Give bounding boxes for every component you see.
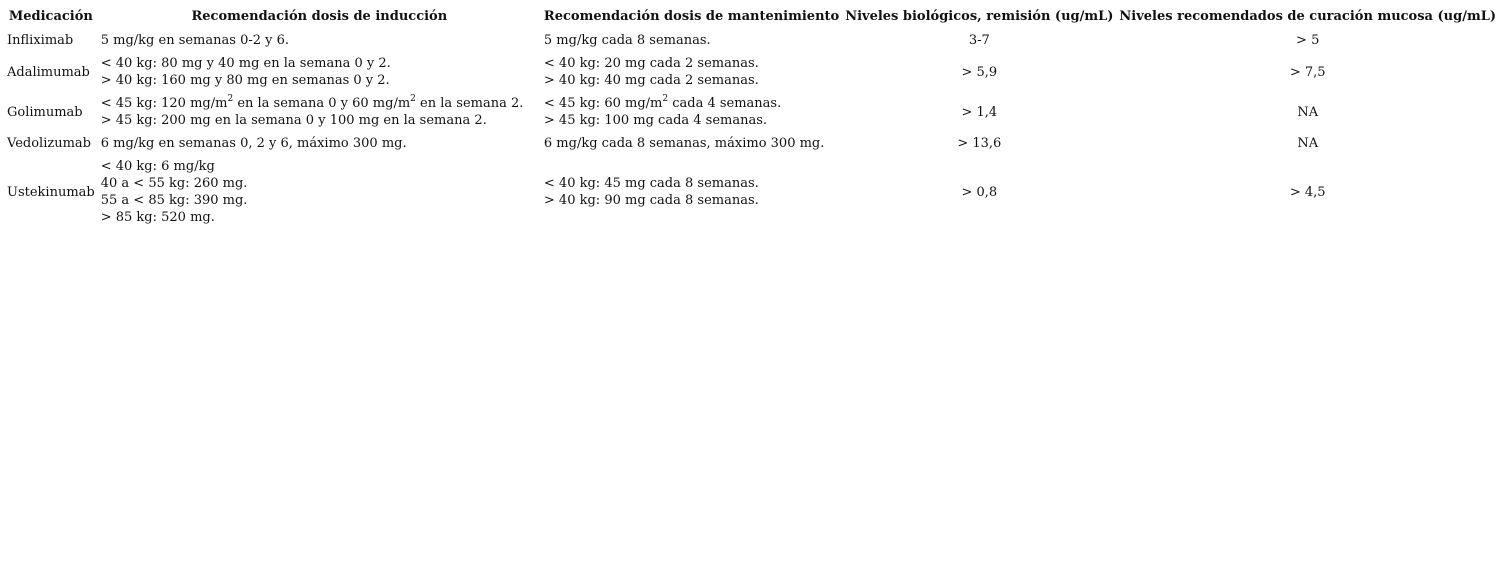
header-induction: Recomendación dosis de inducción xyxy=(191,9,448,24)
healing-levels-cell: > 5 xyxy=(1296,33,1320,48)
maintenance-cell xyxy=(541,132,842,155)
medication-cell: Adalimumab xyxy=(7,64,90,80)
induction-line: < 40 kg: 6 mg/kg xyxy=(100,159,215,174)
induction-cell xyxy=(98,52,541,92)
induction-line: 55 a < 85 kg: 390 mg. xyxy=(100,193,248,208)
medication-cell: Ustekinumab xyxy=(7,184,95,200)
maintenance-line: < 40 kg: 20 mg cada 2 semanas. xyxy=(543,56,759,71)
table-row xyxy=(4,52,1499,92)
induction-cell xyxy=(98,132,541,155)
maintenance-cell xyxy=(541,155,842,229)
remission-levels-cell: 3-7 xyxy=(968,33,990,48)
table-row xyxy=(4,132,1499,155)
maintenance-line: < 45 kg: 60 $mg/m^2$ cada 4 semanas. xyxy=(543,93,782,111)
maintenance-line: 6 mg/kg cada 8 semanas, máximo 300 mg. xyxy=(543,136,825,151)
medication-cell: Golimumab xyxy=(7,104,83,120)
healing-levels-cell: > 4,5 xyxy=(1289,184,1326,200)
induction-cell xyxy=(98,29,541,52)
induction-line: > 40 kg: 160 mg y 80 mg en semanas 0 y 2. xyxy=(100,73,390,88)
maintenance-line: > 40 kg: 40 mg cada 2 semanas. xyxy=(543,73,759,88)
induction-line: > 85 kg: 520 mg. xyxy=(100,210,215,225)
remission-levels-cell: > 5,9 xyxy=(961,64,998,80)
medication-cell: Infliximab xyxy=(7,33,74,48)
maintenance-cell xyxy=(541,52,842,92)
induction-cell xyxy=(98,155,541,229)
remission-levels-cell: > 0,8 xyxy=(961,184,998,200)
header-row xyxy=(4,6,1499,29)
healing-levels-cell: NA xyxy=(1297,104,1319,120)
remission-levels-cell: > 13,6 xyxy=(957,136,1002,151)
induction-line: > 45 kg: 200 mg en la semana 0 y 100 mg en la semana 2. xyxy=(100,113,487,128)
healing-levels-cell: > 7,5 xyxy=(1289,64,1326,80)
maintenance-line: < 40 kg: 45 mg cada 8 semanas. xyxy=(543,176,759,191)
maintenance-line: > 45 kg: 100 mg cada 4 semanas. xyxy=(543,113,768,128)
maintenance-line: > 40 kg: 90 mg cada 8 semanas. xyxy=(543,193,759,208)
maintenance-line: 5 mg/kg cada 8 semanas. xyxy=(543,33,711,48)
header-medication: Medicación xyxy=(8,9,93,24)
maintenance-cell xyxy=(541,92,842,132)
table-row xyxy=(4,155,1499,229)
induction-line: < 45 kg: 120 $mg/m^2$ en la semana 0 y 60 $mg/m^2$ en la semana 2. xyxy=(100,93,524,111)
medication-cell: Vedolizumab xyxy=(7,136,91,151)
induction-line: 6 mg/kg en semanas 0, 2 y 6, máximo 300 mg. xyxy=(100,136,407,151)
maintenance-cell xyxy=(541,29,842,52)
healing-levels-cell: NA xyxy=(1297,136,1319,151)
header-maintenance: Recomendación dosis de mantenimiento xyxy=(543,9,840,24)
induction-line: 5 mg/kg en semanas 0-2 y 6. xyxy=(100,33,290,48)
induction-cell xyxy=(98,92,541,132)
header-remission-levels: Niveles biológicos, remisión (ug/mL) xyxy=(845,9,1114,24)
table-row xyxy=(4,92,1499,132)
induction-line: 40 a < 55 kg: 260 mg. xyxy=(100,176,248,191)
table-header xyxy=(4,6,1499,29)
induction-line: < 40 kg: 80 mg y 40 mg en la semana 0 y 2. xyxy=(100,56,391,71)
table-row xyxy=(4,29,1499,52)
remission-levels-cell: > 1,4 xyxy=(961,104,998,120)
dosing-table xyxy=(4,6,1499,229)
header-healing-levels: Niveles recomendados de curación mucosa (ug/mL) xyxy=(1119,9,1496,24)
table-body xyxy=(4,29,1499,229)
